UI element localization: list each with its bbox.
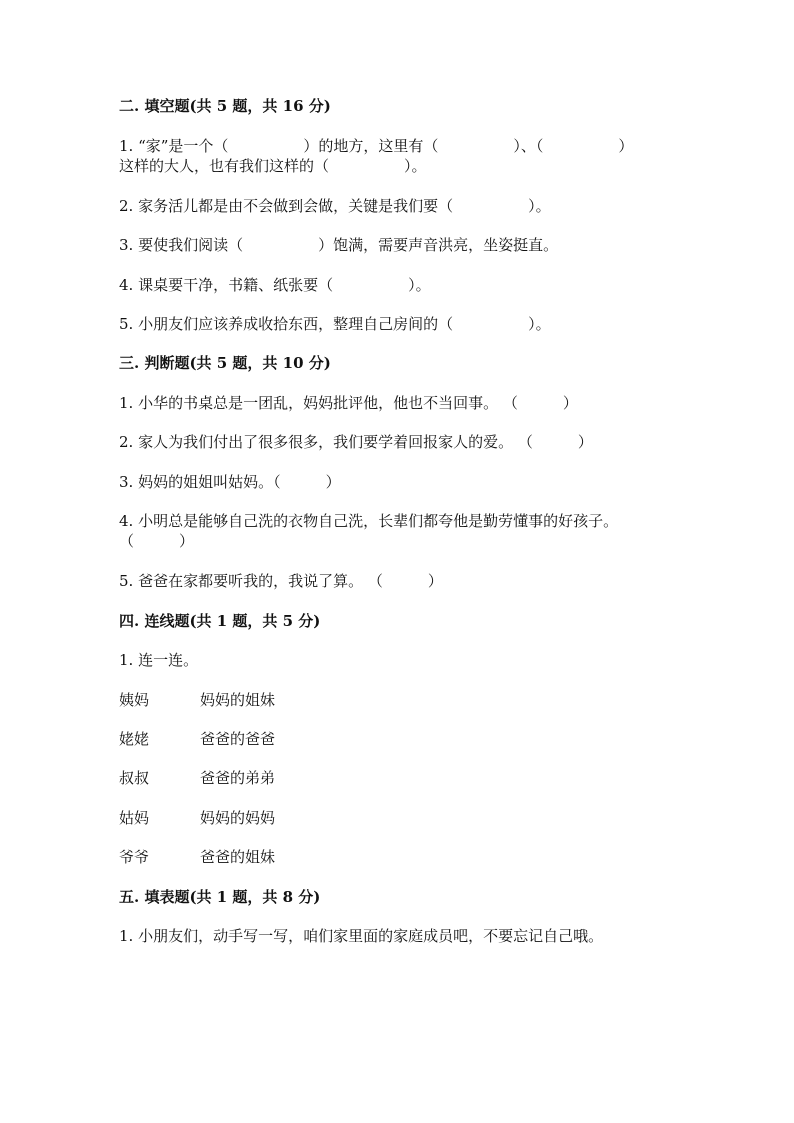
- question-text: 3. 要使我们阅读（ ）饱满，需要声音洪亮，坐姿挺直。: [119, 236, 559, 254]
- match-right-item: 妈妈的姐妹: [200, 691, 276, 709]
- match-right-item: 妈妈的妈妈: [200, 809, 276, 827]
- question-text: 这样的大人，也有我们这样的（ ）。: [119, 157, 427, 175]
- match-left-item: 姨妈: [119, 691, 150, 709]
- section-heading-matching: 四. 连线题(共 1 题，共 5 分): [119, 612, 321, 630]
- match-left-item: 爷爷: [119, 848, 150, 866]
- match-left-item: 叔叔: [119, 769, 150, 787]
- question-text: 5. 爸爸在家都要听我的，我说了算。 （ ）: [119, 572, 443, 590]
- question-text: 1. 连一连。: [119, 651, 199, 669]
- question-text: （ ）: [119, 532, 195, 550]
- match-left-item: 姑妈: [119, 809, 150, 827]
- question-text: 4. 课桌要干净，书籍、纸张要（ ）。: [119, 276, 431, 294]
- match-right-item: 爸爸的姐妹: [200, 848, 276, 866]
- section-heading-fill-blank: 二. 填空题(共 5 题，共 16 分): [119, 97, 331, 115]
- match-right-item: 爸爸的爸爸: [200, 730, 276, 748]
- section-heading-true-false: 三. 判断题(共 5 题，共 10 分): [119, 354, 331, 372]
- question-text: 1. 小朋友们，动手写一写，咱们家里面的家庭成员吧，不要忘记自己哦。: [119, 927, 604, 945]
- question-text: 4. 小明总是能够自己洗的衣物自己洗，长辈们都夸他是勤劳懂事的好孩子。: [119, 512, 619, 530]
- match-right-item: 爸爸的弟弟: [200, 769, 276, 787]
- question-text: 3. 妈妈的姐姐叫姑妈。（ ）: [119, 473, 341, 491]
- question-text: 2. 家人为我们付出了很多很多，我们要学着回报家人的爱。 （ ）: [119, 433, 593, 451]
- match-left-item: 姥姥: [119, 730, 150, 748]
- section-heading-fill-table: 五. 填表题(共 1 题，共 8 分): [119, 888, 321, 906]
- question-text: 5. 小朋友们应该养成收拾东西，整理自己房间的（ ）。: [119, 315, 551, 333]
- question-text: 1. 小华的书桌总是一团乱，妈妈批评他，他也不当回事。 （ ）: [119, 394, 578, 412]
- question-text: 2. 家务活儿都是由不会做到会做，关键是我们要（ ）。: [119, 197, 551, 215]
- question-text: 1. “家”是一个（ ）的地方，这里有（ ）、（ ）: [119, 137, 634, 155]
